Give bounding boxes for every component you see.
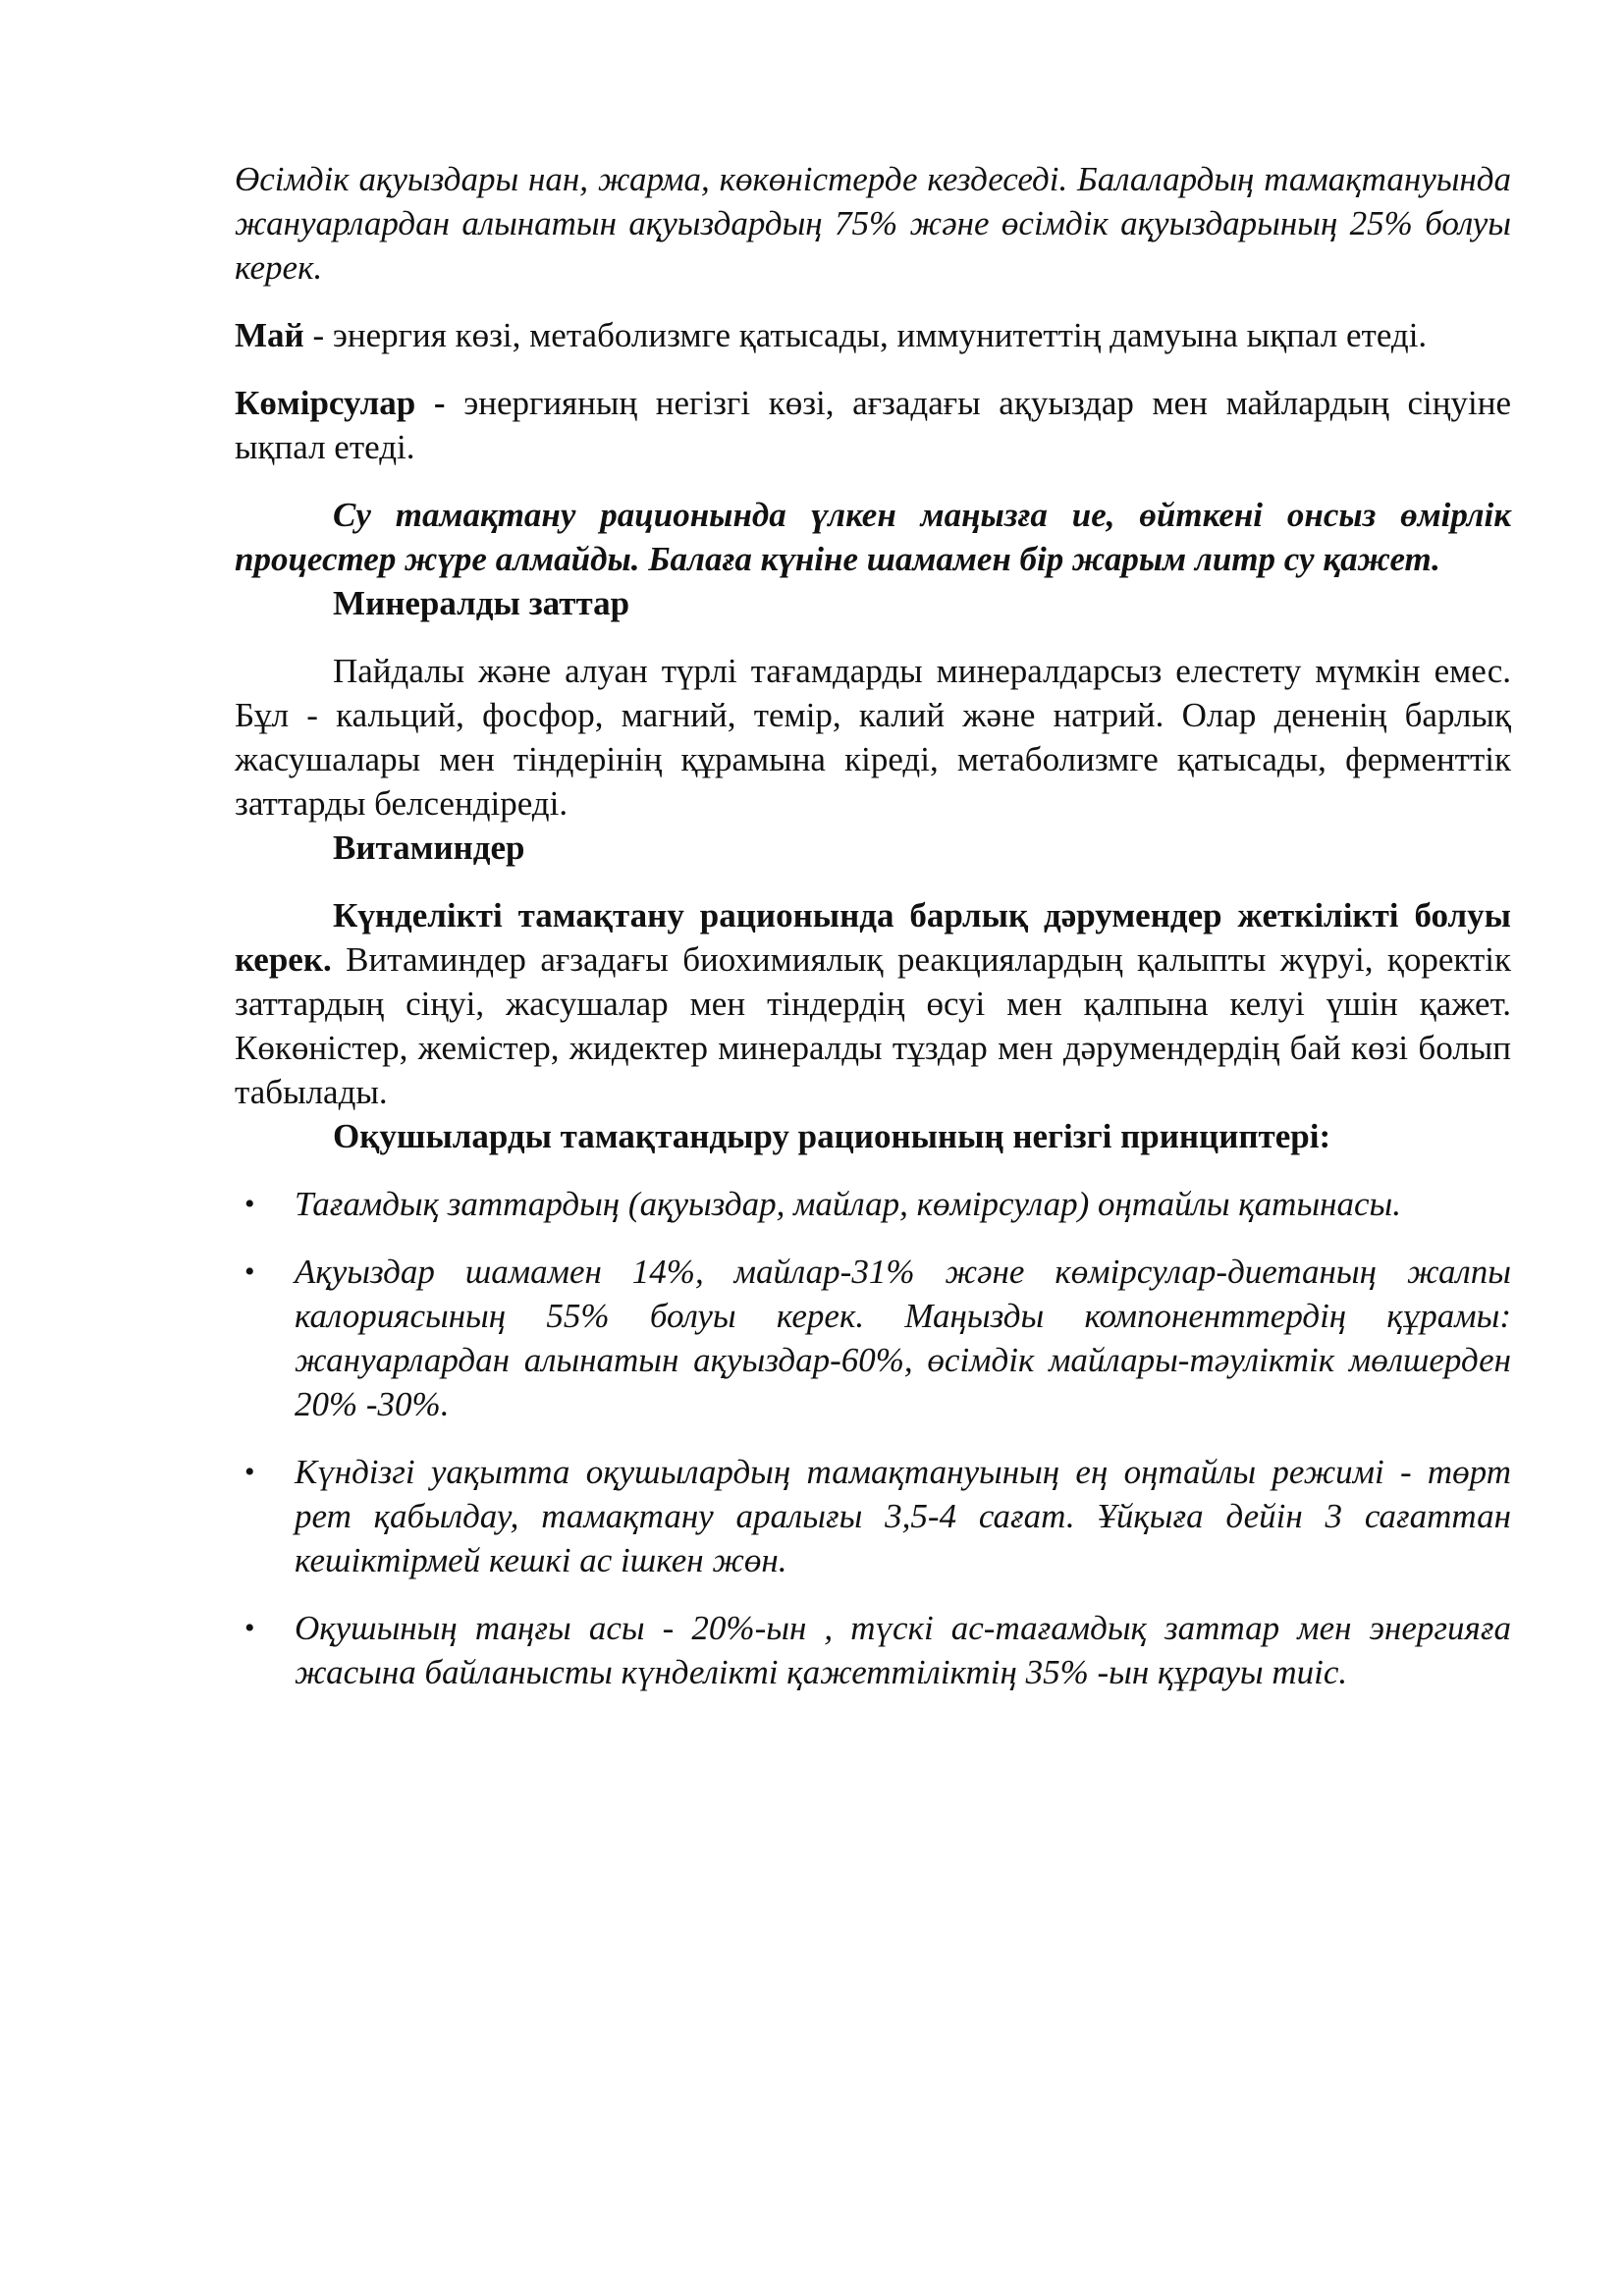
list-item-text: Ақуыздар шамамен 14%, майлар-31% және көмірсулар-диетаның жалпы калориясының 55% болуы керек. Маңызды компоненттердің құрамы: жануарлардан алынатын ақуыздар-60%, өсімдік майлары-тәуліктік мөлшерден 20% -30%. (295, 1253, 1511, 1423)
principles-list (235, 1182, 1511, 1694)
list-item-text: Тағамдық заттардың (ақуыздар, майлар, көмірсулар) оңтайлы қатынасы. (295, 1185, 1402, 1223)
plant-protein-paragraph: Өсімдік ақуыздары нан, жарма, көкөністерде кездеседі. Балалардың тамақтануында жануарлардан алынатын ақуыздардың 75% және өсімдік ақуыздарының 25% болуы керек. (235, 160, 1511, 287)
fat-term: Май (235, 316, 304, 354)
list-item (235, 1182, 1511, 1226)
principles-heading: Оқушыларды тамақтандыру рационының негізгі принциптері: (333, 1117, 1331, 1155)
list-item-text: Күндізгі уақытта оқушылардың тамақтануының ең оңтайлы режимі - төрт рет қабылдау, тамақтану аралығы 3,5-4 сағат. Ұйқыға дейін 3 сағаттан кешіктірмей кешкі ас ішкен жөн. (295, 1453, 1511, 1579)
fat-paragraph (235, 313, 1511, 357)
water-paragraph: Су тамақтану рационында үлкен маңызға ие, өйткені онсыз өмірлік процестер жүре алмайды. Балаға күніне шамамен бір жарым литр су қажет. (235, 496, 1511, 578)
bullet-icon: • (244, 1188, 255, 1220)
list-item-text: Оқушының таңғы асы - 20%-ын , түскі ас-тағамдық заттар мен энергияға жасына байланысты күнделікті қажеттіліктің 35% -ын құрауы тиіс. (295, 1609, 1511, 1691)
carbs-text: энергияның негізгі көзі, ағзадағы ақуыздар мен майлардың сіңуіне ықпал етеді. (235, 384, 1511, 466)
minerals-paragraph: Пайдалы және алуан түрлі тағамдарды минералдарсыз елестету мүмкін емес. Бұл - кальций, фосфор, магний, темір, калий және натрий. Олар дененің барлық жасушалары мен тіндерінің құрамына кіреді, метаболизмге қатысады, ферменттік заттарды белсендіреді. (235, 652, 1511, 823)
bullet-icon: • (244, 1255, 255, 1288)
carbs-term: Көмірсулар - (235, 384, 446, 422)
bullet-icon: • (244, 1456, 255, 1488)
fat-text: - энергия көзі, метаболизмге қатысады, иммунитеттің дамуына ықпал етеді. (303, 316, 1428, 354)
vitamins-lead: Күнделікті тамақтану рационында барлық дәрумендер жеткілікті болуы керек. (235, 896, 1511, 979)
bullet-icon: • (244, 1612, 255, 1644)
list-item (235, 1606, 1511, 1694)
minerals-heading: Минералды заттар (333, 584, 630, 622)
list-item (235, 1450, 1511, 1582)
vitamins-paragraph (235, 893, 1511, 1114)
carbs-paragraph (235, 381, 1511, 469)
list-item (235, 1250, 1511, 1426)
vitamins-heading: Витаминдер (333, 828, 525, 867)
vitamins-text: Витаминдер ағзадағы биохимиялық реакциялардың қалыпты жүруі, қоректік заттардың сіңуі, жасушалар мен тіндердің өсуі мен қалпына келуі үшін қажет. Көкөністер, жемістер, жидектер минералды тұздар мен дәрумендердің бай көзі болып табылады. (235, 940, 1511, 1111)
page-content (235, 157, 1511, 1694)
